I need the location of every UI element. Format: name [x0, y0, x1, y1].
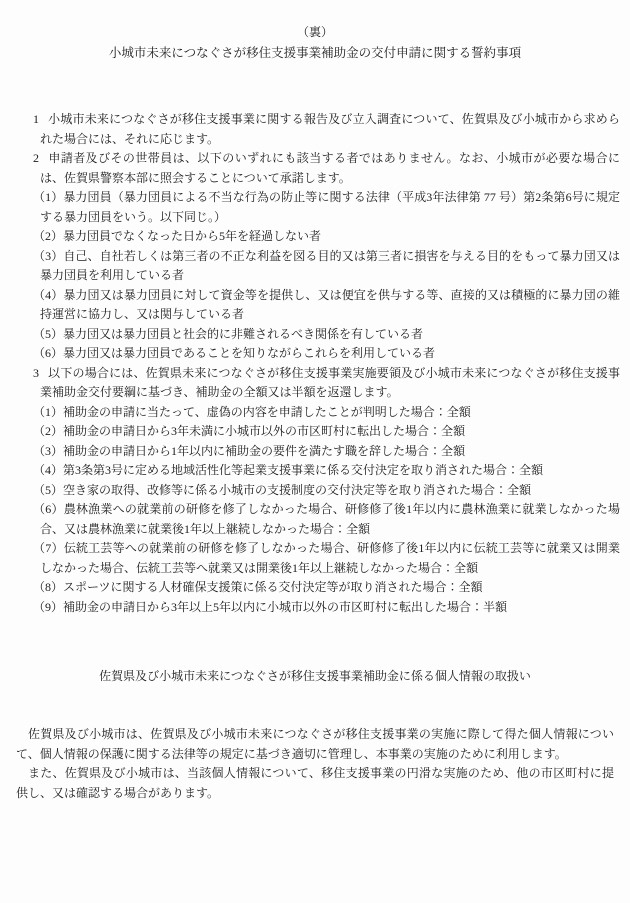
- pledge-item: [33, 461, 620, 481]
- pledge-item: [33, 578, 620, 598]
- pledge-item: [33, 286, 620, 325]
- item-label: （4）: [33, 463, 64, 477]
- privacy-paragraphs: [16, 725, 614, 803]
- item-text: 暴力団又は暴力団員であることを知りながらこれらを利用している者: [63, 346, 436, 360]
- pledge-items: [33, 110, 620, 617]
- item-text: 補助金の申請日から3年以上5年以内に小城市以外の市区町村に転出した場合：半額: [63, 599, 508, 614]
- item-label: （5）: [33, 482, 64, 497]
- pledge-item: [33, 364, 620, 403]
- pledge-item: [33, 598, 620, 618]
- item-label: （5）: [33, 326, 64, 341]
- pledge-item: [33, 110, 620, 149]
- item-text: スポーツに関する人材確保支援策に係る交付決定等が取り消された場合：全額: [63, 580, 483, 594]
- item-text: 補助金の申請日から1年以内に補助金の要件を満たす職を辞した場合：全額: [63, 443, 466, 458]
- pledge-item: [33, 149, 620, 188]
- pledge-item: [33, 403, 620, 423]
- item-text: 空き家の取得、改修等に係る小城市の支援制度の交付決定等を取り消された場合：全額: [63, 482, 532, 497]
- item-label: 2: [33, 151, 39, 165]
- item-label: 3: [33, 365, 39, 380]
- pledge-item: [33, 500, 620, 539]
- item-text: 暴力団員（暴力団員による不当な行為の防止等に関する法律（平成3年法律第 77 号）第2条第6号に規定する暴力団員をいう。以下同じ。）: [40, 190, 620, 224]
- item-label: （4）: [33, 287, 64, 302]
- pledge-item: [33, 481, 620, 501]
- item-text: 暴力団員でなくなった日から5年を経過しない者: [63, 229, 322, 243]
- item-label: （1）: [33, 404, 64, 419]
- item-text: 小城市未来につなぐさが移住支援事業に関する報告及び立入調査について、佐賀県及び小城市から求められた場合には、それに応じます。: [40, 112, 620, 146]
- privacy-paragraph: 佐賀県及び小城市は、佐賀県及び小城市未来につなぐさが移住支援事業の実施に際して得た個人情報について、個人情報の保護に関する法律等の規定に基づき適切に管理し、本事業の実施のために利用します。: [16, 727, 614, 761]
- item-label: （7）: [33, 541, 64, 555]
- back-side-label: （裏）: [296, 25, 333, 39]
- item-text: 自己、自社若しくは第三者の不正な利益を図る目的又は第三者に損害を与える目的をもって暴力団又は暴力団員を利用している者: [40, 248, 620, 282]
- pledge-item: [33, 247, 620, 286]
- pledge-item: [33, 227, 620, 247]
- pledge-item: [33, 442, 620, 462]
- item-label: （2）: [33, 424, 64, 438]
- item-label: （6）: [33, 502, 64, 516]
- item-label: 1: [33, 112, 39, 126]
- pledge-item: [33, 325, 620, 345]
- item-text: 暴力団又は暴力団員と社会的に非難されるべき関係を有している者: [63, 326, 424, 341]
- item-text: 以下の場合には、佐賀県未来につなぐさが移住支援事業実施要領及び小城市未来につなぐさが移住支援事業補助金交付要綱に基づき、補助金の全額又は半額を返還します。: [40, 365, 620, 399]
- pledge-title: 小城市未来につなぐさが移住支援事業補助金の交付申請に関する誓約事項: [108, 46, 522, 60]
- item-label: （9）: [33, 599, 64, 614]
- item-text: 補助金の申請に当たって、虚偽の内容を申請したことが判明した場合：全額: [63, 404, 471, 419]
- item-label: （2）: [33, 229, 64, 243]
- item-text: 暴力団又は暴力団員に対して資金等を提供し、又は便宜を供与する等、直接的又は積極的に暴力団の維持運営に協力し、又は関与している者: [40, 287, 620, 321]
- item-text: 申請者及びその世帯員は、以下のいずれにも該当する者ではありません。なお、小城市が必要な場合には、佐賀県警察本部に照会することについて承諾します。: [40, 151, 620, 185]
- item-text: 補助金の申請日から3年未満に小城市以外の市区町村に転出した場合：全額: [63, 424, 466, 438]
- privacy-paragraph: また、佐賀県及び小城市は、当該個人情報について、移住支援事業の円滑な実施のため、他の市区町村に提供し、又は確認する場合があります。: [16, 766, 614, 800]
- privacy-title: 佐賀県及び小城市未来につなぐさが移住支援事業補助金に係る個人情報の取扱い: [99, 669, 531, 683]
- item-label: （1）: [33, 190, 64, 204]
- pledge-item: [33, 539, 620, 578]
- item-text: 伝統工芸等への就業前の研修を修了しなかった場合、研修修了後1年以内に伝統工芸等に就業又は開業しなかった場合、伝統工芸等へ就業又は開業後1年以上継続しなかった場合：全額: [40, 541, 620, 575]
- item-text: 第3条第3号に定める地域活性化等起業支援事業に係る交付決定を取り消された場合：全額: [63, 463, 544, 477]
- pledge-item: [33, 344, 620, 364]
- pledge-item: [33, 422, 620, 442]
- item-label: （6）: [33, 346, 64, 360]
- item-text: 農林漁業への就業前の研修を修了しなかった場合、研修修了後1年以内に農林漁業に就業しなかった場合、又は農林漁業に就業後1年以上継続しなかった場合：全額: [40, 502, 620, 536]
- pledge-item: [33, 188, 620, 227]
- item-label: （3）: [33, 248, 64, 263]
- item-label: （8）: [33, 580, 64, 594]
- item-label: （3）: [33, 443, 64, 458]
